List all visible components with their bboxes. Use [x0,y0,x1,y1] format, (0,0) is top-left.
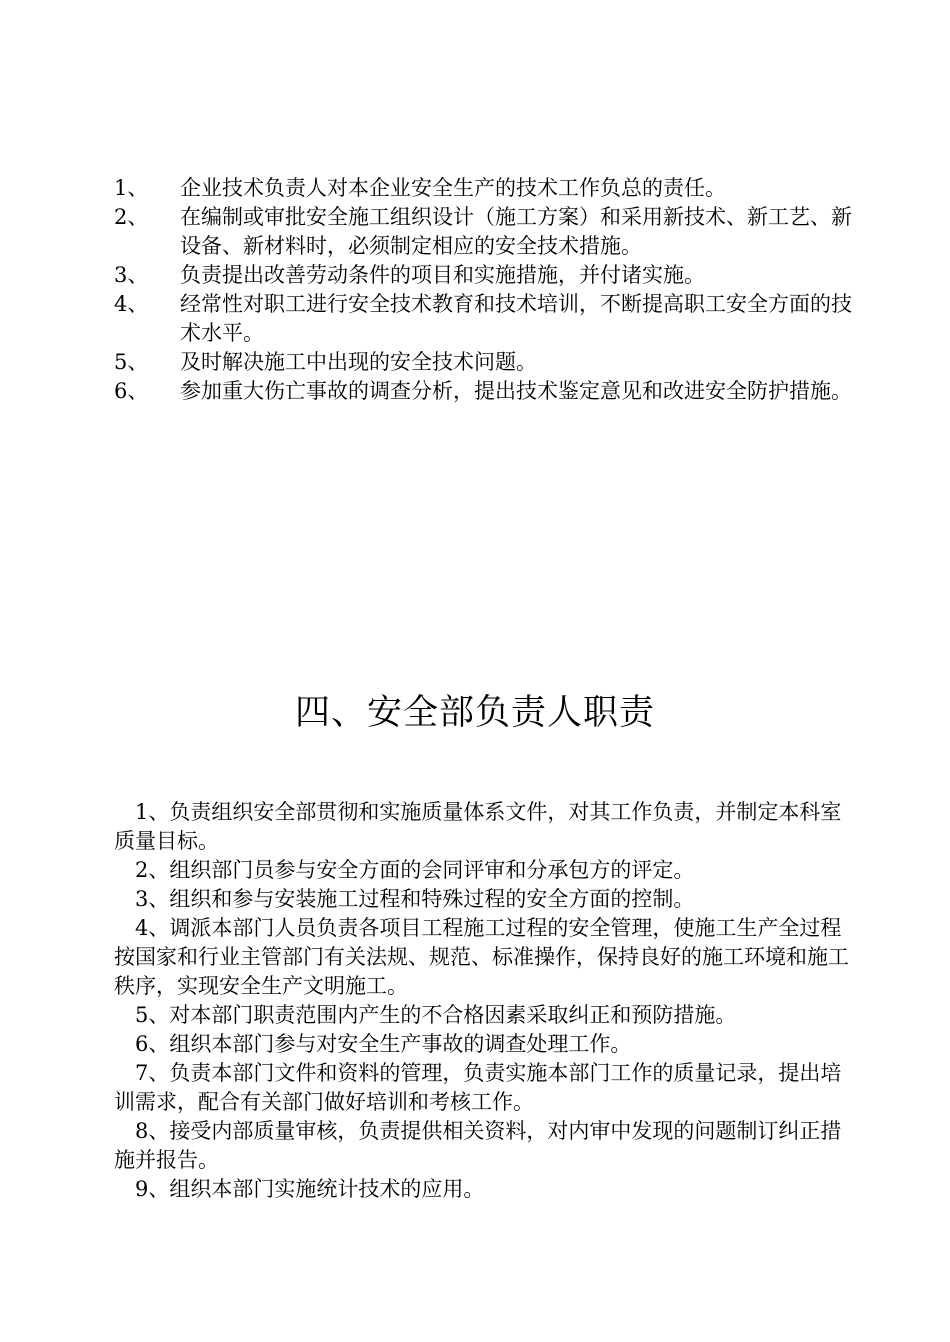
list-item-number: 1、 [114,176,149,200]
list-item-number: 2、 [114,205,149,229]
list-item-text: 企业技术负责人对本企业安全生产的技术工作负总的责任。 [180,176,726,200]
list-item-number: 5、 [114,350,149,374]
duty-paragraph: 2、组织部门员参与安全方面的会同评审和分承包方的评定。 [135,858,695,882]
section-heading: 四、安全部负责人职责 [294,693,655,733]
list-item-text: 在编制或审批安全施工组织设计（施工方案）和采用新技术、新工艺、新设备、新材料时，必须制定相应的安全技术措施。 [180,205,852,258]
list-item [114,377,854,406]
list-item [114,203,854,261]
duty-paragraph: 6、组织本部门参与对安全生产事故的调查处理工作。 [135,1032,632,1056]
duty-paragraph: 9、组织本部门实施统计技术的应用。 [135,1177,485,1201]
list-item [114,290,854,348]
list-item-text: 负责提出改善劳动条件的项目和实施措施，并付诸实施。 [180,263,705,287]
list-item-number: 4、 [114,292,149,316]
list-item-text: 经常性对职工进行安全技术教育和技术培训，不断提高职工安全方面的技术水平。 [180,292,852,345]
list-item [114,174,854,203]
tech-responsibility-list [114,174,854,406]
duty-paragraph: 7、负责本部门文件和资料的管理，负责实施本部门工作的质量记录，提出培训需求，配合有关部门做好培训和考核工作。 [114,1061,842,1114]
duty-paragraph: 8、接受内部质量审核，负责提供相关资料，对内审中发现的问题制订纠正措施并报告。 [114,1119,842,1172]
duty-paragraph: 4、调派本部门人员负责各项目工程施工过程的安全管理，使施工生产全过程按国家和行业主管部门有关法规、规范、标准操作，保持良好的施工环境和施工秩序，实现安全生产文明施工。 [114,916,849,998]
list-item-number: 3、 [114,263,149,287]
safety-duty-list [114,798,854,1204]
list-item [114,348,854,377]
list-item-number: 6、 [114,379,149,403]
list-item-text: 及时解决施工中出现的安全技术问题。 [180,350,537,374]
list-item-text: 参加重大伤亡事故的调查分析，提出技术鉴定意见和改进安全防护措施。 [180,379,852,403]
list-item [114,261,854,290]
duty-paragraph: 3、组织和参与安装施工过程和特殊过程的安全方面的控制。 [135,887,695,911]
duty-paragraph: 5、对本部门职责范围内产生的不合格因素采取纠正和预防措施。 [135,1003,737,1027]
duty-paragraph: 1、负责组织安全部贯彻和实施质量体系文件，对其工作负责，并制定本科室质量目标。 [114,800,842,853]
